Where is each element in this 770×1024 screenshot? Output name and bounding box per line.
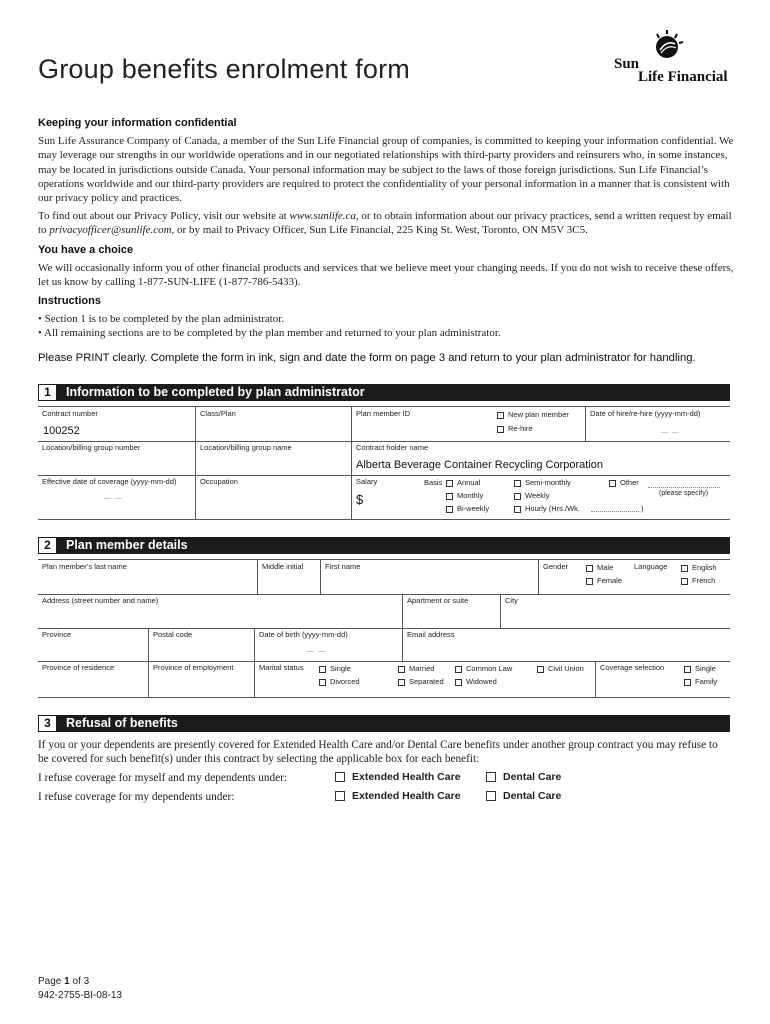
hourly-blank[interactable] xyxy=(591,511,639,512)
language-field xyxy=(630,560,730,594)
new-member-label: New plan member xyxy=(508,410,569,419)
french-label: French xyxy=(692,576,716,585)
section-2-row-4 xyxy=(38,661,730,698)
checkbox-icon xyxy=(514,506,521,513)
apartment-field[interactable] xyxy=(402,594,500,628)
contract-number-label: Contract number xyxy=(42,409,98,418)
checkbox-icon xyxy=(398,679,405,686)
common-law-label: Common Law xyxy=(466,664,513,673)
effective-date-field[interactable] xyxy=(38,475,195,519)
apartment-label: Apartment or suite xyxy=(407,596,469,605)
checkbox-icon xyxy=(446,480,453,487)
basis-biweekly[interactable] xyxy=(446,504,489,513)
middle-initial-field[interactable] xyxy=(257,560,320,594)
section-1-number: 1 xyxy=(38,384,57,401)
other-specify-blank[interactable] xyxy=(648,487,720,488)
form-code: 942-2755-BI-08-13 xyxy=(38,990,122,1001)
date-of-hire-label: Date of hire/re-hire (yyyy-mm-dd) xyxy=(590,409,701,418)
instruction-2: • All remaining sections are to be completed by the plan member and returned to your plan administrator. xyxy=(38,327,501,339)
occupation-field[interactable] xyxy=(195,475,351,519)
checkbox-icon xyxy=(455,679,462,686)
checkbox-icon xyxy=(335,772,345,782)
date-separators: — — xyxy=(307,648,326,655)
first-name-field[interactable] xyxy=(320,560,538,594)
marital-divorced[interactable] xyxy=(319,677,360,686)
hourly-close: ) xyxy=(641,504,644,513)
section-1-header xyxy=(38,384,730,401)
checkbox-icon xyxy=(609,480,616,487)
separated-label: Separated xyxy=(409,677,444,686)
city-field[interactable] xyxy=(500,594,730,628)
contract-holder-label: Contract holder name xyxy=(356,443,429,452)
checkbox-icon xyxy=(684,679,691,686)
location-number-label: Location/billing group number xyxy=(42,443,141,452)
email-field[interactable] xyxy=(402,628,730,661)
checkbox-icon xyxy=(681,578,688,585)
checkbox-icon xyxy=(497,426,504,433)
province-label: Province xyxy=(42,630,72,639)
gender-male[interactable] xyxy=(586,563,613,572)
section-1-grid xyxy=(38,406,730,519)
effective-date-label: Effective date of coverage (yyyy-mm-dd) xyxy=(42,477,177,486)
date-separators: — — xyxy=(661,429,680,436)
last-name-field[interactable] xyxy=(38,560,257,594)
instruction-1: • Section 1 is to be completed by the plan administrator. xyxy=(38,313,285,325)
basis-monthly[interactable] xyxy=(446,491,483,500)
basis-annual[interactable] xyxy=(446,478,480,487)
marital-common-law[interactable] xyxy=(455,664,512,673)
marital-status-label: Marital status xyxy=(259,663,304,672)
coverage-family-label: Family xyxy=(695,677,718,686)
email-label: Email address xyxy=(407,630,455,639)
section-1-row-3 xyxy=(38,475,730,520)
coverage-family[interactable] xyxy=(684,677,717,686)
checkbox-icon xyxy=(497,412,504,419)
section-2-title: Plan member details xyxy=(66,538,188,552)
refuse-dependents-dental-checkbox[interactable] xyxy=(486,790,561,802)
please-specify: (please specify) xyxy=(659,490,709,497)
new-member-checkbox[interactable] xyxy=(497,410,569,419)
dental-label: Dental Care xyxy=(503,790,562,802)
class-plan-field[interactable] xyxy=(195,407,351,441)
confidential-heading: Keeping your information confidential xyxy=(38,117,237,129)
refusal-row-1-label: I refuse coverage for myself and my dependents under: xyxy=(38,772,288,784)
location-number-field[interactable] xyxy=(38,441,195,475)
marital-widowed[interactable] xyxy=(455,677,497,686)
date-separators: — — xyxy=(104,495,123,502)
checkbox-icon xyxy=(586,565,593,572)
checkbox-icon xyxy=(398,666,405,673)
civil-union-label: Civil Union xyxy=(548,664,584,673)
checkbox-icon xyxy=(446,506,453,513)
postal-code-field[interactable] xyxy=(148,628,254,661)
basis-other[interactable] xyxy=(609,478,639,487)
address-label: Address (street number and name) xyxy=(42,596,159,605)
section-2-grid xyxy=(38,559,730,697)
basis-hourly[interactable] xyxy=(514,504,580,513)
province-field[interactable] xyxy=(38,628,148,661)
checkbox-icon xyxy=(455,666,462,673)
page-prefix: Page xyxy=(38,976,65,987)
logo-line2: Life Financial xyxy=(638,69,728,85)
section-1-row-2 xyxy=(38,441,730,476)
contract-number-value[interactable]: 100252 xyxy=(43,425,80,437)
salary-label: Salary xyxy=(356,477,378,486)
location-name-label: Location/billing group name xyxy=(200,443,292,452)
sun-logo-icon xyxy=(650,30,684,60)
marital-single[interactable] xyxy=(319,664,351,673)
choice-heading: You have a choice xyxy=(38,244,134,256)
ehc-label: Extended Health Care xyxy=(352,790,461,802)
province-employment-field[interactable] xyxy=(148,661,254,697)
province-employment-label: Province of employment xyxy=(153,663,234,672)
checkbox-icon xyxy=(446,493,453,500)
confidential-text: Sun Life Assurance Company of Canada, a member of the Sun Life Financial group of companies, is committed to keeping your information confidential. We may leverage our strengths in our worldwide operations and in our negotiated relationships with third-party providers and reinsurers who, in some instances, may be located in jurisdictions outside Canada. Your personal information may be subject to the laws of those foreign jurisdictions. Sun Life Financial’s operations worldwide and our third-party providers are required to protect the confidentiality of your personal information in a manner that is consistent with our privacy policy and practices. xyxy=(38,135,734,205)
coverage-selection-field xyxy=(595,661,730,697)
class-plan-label: Class/Plan xyxy=(200,409,236,418)
privacy-text-a: To find out about our Privacy Policy, visit our website at xyxy=(38,210,290,222)
checkbox-icon xyxy=(537,666,544,673)
gender-label: Gender xyxy=(543,562,569,571)
checkbox-icon xyxy=(319,666,326,673)
section-3-number: 3 xyxy=(38,715,57,732)
page-suffix: of 3 xyxy=(69,976,90,987)
language-label: Language xyxy=(634,562,668,571)
refuse-self-ehc-checkbox[interactable] xyxy=(335,771,461,783)
section-1-title: Information to be completed by plan administrator xyxy=(66,385,365,399)
female-label: Female xyxy=(597,576,623,585)
contract-holder-field[interactable] xyxy=(351,441,730,475)
checkbox-icon xyxy=(684,666,691,673)
contract-holder-value[interactable]: Alberta Beverage Container Recycling Corporation xyxy=(356,459,604,471)
privacy-text-c: , or by mail to Privacy Officer, Sun Life Financial, 225 King St. West, Toronto, ON M5V 3C5. xyxy=(171,224,588,237)
choice-text: We will occasionally inform you of other financial products and services that we believe meet your changing needs. If you do not wish to receive these offers, let us know by calling 1-877-SUN-LIFE (1-877-786-5433). xyxy=(38,262,734,289)
section-2-row-3 xyxy=(38,628,730,662)
location-name-field[interactable] xyxy=(195,441,351,475)
checkbox-icon xyxy=(335,791,345,801)
language-english[interactable] xyxy=(681,563,717,572)
province-residence-label: Province of residence xyxy=(42,663,115,672)
form-title: Group benefits enrolment form xyxy=(38,54,410,84)
hire-type-options xyxy=(495,407,585,441)
basis-weekly[interactable] xyxy=(514,491,549,500)
plan-member-id-field[interactable] xyxy=(351,407,495,441)
section-2-row-2 xyxy=(38,594,730,629)
rehire-checkbox[interactable] xyxy=(497,424,533,433)
instructions-heading: Instructions xyxy=(38,295,101,307)
date-of-birth-label: Date of birth (yyyy-mm-dd) xyxy=(259,630,348,639)
refuse-dependents-ehc-checkbox[interactable] xyxy=(335,790,461,802)
checkbox-icon xyxy=(681,565,688,572)
english-label: English xyxy=(692,563,717,572)
married-label: Married xyxy=(409,664,435,673)
checkbox-icon xyxy=(514,493,521,500)
privacy-website-link[interactable]: www.sunlife.ca xyxy=(289,210,356,222)
gender-field xyxy=(538,560,630,594)
section-2-row-1 xyxy=(38,560,730,595)
section-1-row-1 xyxy=(38,407,730,442)
marital-status-field xyxy=(254,661,595,697)
basis-semimonthly[interactable] xyxy=(514,478,571,487)
section-3-title: Refusal of benefits xyxy=(66,716,178,730)
annual-label: Annual xyxy=(457,478,481,487)
sun-life-logo xyxy=(612,30,737,86)
refuse-self-dental-checkbox[interactable] xyxy=(486,771,561,783)
first-name-label: First name xyxy=(325,562,361,571)
weekly-label: Weekly xyxy=(525,491,550,500)
dollar-sign: $ xyxy=(356,492,364,507)
basis-label: Basis xyxy=(424,478,443,487)
section-2-header xyxy=(38,537,730,554)
address-field[interactable] xyxy=(38,594,402,628)
postal-code-label: Postal code xyxy=(153,630,193,639)
coverage-single[interactable] xyxy=(684,664,716,673)
coverage-selection-label: Coverage selection xyxy=(600,663,665,672)
checkbox-icon xyxy=(586,578,593,585)
divorced-label: Divorced xyxy=(330,677,360,686)
checkbox-icon xyxy=(319,679,326,686)
print-note: Please PRINT clearly. Complete the form in ink, sign and date the form on page 3 and return to your plan administrator for handling. xyxy=(38,352,696,364)
widowed-label: Widowed xyxy=(466,677,497,686)
privacy-text xyxy=(38,209,734,238)
coverage-single-label: Single xyxy=(695,664,716,673)
province-residence-field[interactable] xyxy=(38,661,148,697)
other-label: Other xyxy=(620,478,639,487)
rehire-label: Re-hire xyxy=(508,424,533,433)
logo-line1: Sun xyxy=(614,56,640,72)
occupation-label: Occupation xyxy=(200,477,238,486)
male-label: Male xyxy=(597,563,614,572)
monthly-label: Monthly xyxy=(457,491,484,500)
checkbox-icon xyxy=(486,791,496,801)
privacy-text-b: , or to obtain information about our privacy practices, send a written request by email to xyxy=(38,210,732,237)
language-french[interactable] xyxy=(681,576,715,585)
refusal-row-2-label: I refuse coverage for my dependents under: xyxy=(38,791,235,803)
ehc-label: Extended Health Care xyxy=(352,771,461,783)
marital-married[interactable] xyxy=(398,664,434,673)
marital-civil-union[interactable] xyxy=(537,664,584,673)
dental-label: Dental Care xyxy=(503,771,562,783)
city-label: City xyxy=(505,596,518,605)
plan-member-id-label: Plan member ID xyxy=(356,409,411,418)
date-of-hire-field[interactable] xyxy=(585,407,730,441)
single-label: Single xyxy=(330,664,351,673)
refusal-text: If you or your dependents are presently covered for Extended Health Care and/or Dental Care benefits under another group contract you may refuse to be covered for such benefit(s) under this contract by selecting the applicable box for each benefit: xyxy=(38,739,718,766)
hourly-label: Hourly (Hrs./Wk. xyxy=(525,504,580,513)
middle-initial-label: Middle initial xyxy=(262,562,304,571)
last-name-label: Plan member’s last name xyxy=(42,562,127,571)
marital-separated[interactable] xyxy=(398,677,444,686)
checkbox-icon xyxy=(486,772,496,782)
page-number: 1 xyxy=(64,976,70,987)
page-indicator xyxy=(38,975,89,988)
gender-female[interactable] xyxy=(586,576,622,585)
semimonthly-label: Semi-monthly xyxy=(525,478,571,487)
date-of-birth-field[interactable] xyxy=(254,628,402,661)
contract-number-field[interactable] xyxy=(38,407,195,441)
privacy-email-link[interactable]: privacyofficer@sunlife.com xyxy=(49,224,172,237)
checkbox-icon xyxy=(514,480,521,487)
section-2-number: 2 xyxy=(38,537,57,554)
salary-field[interactable] xyxy=(351,475,730,519)
biweekly-label: Bi-weekly xyxy=(457,504,490,513)
section-3-header xyxy=(38,715,730,732)
